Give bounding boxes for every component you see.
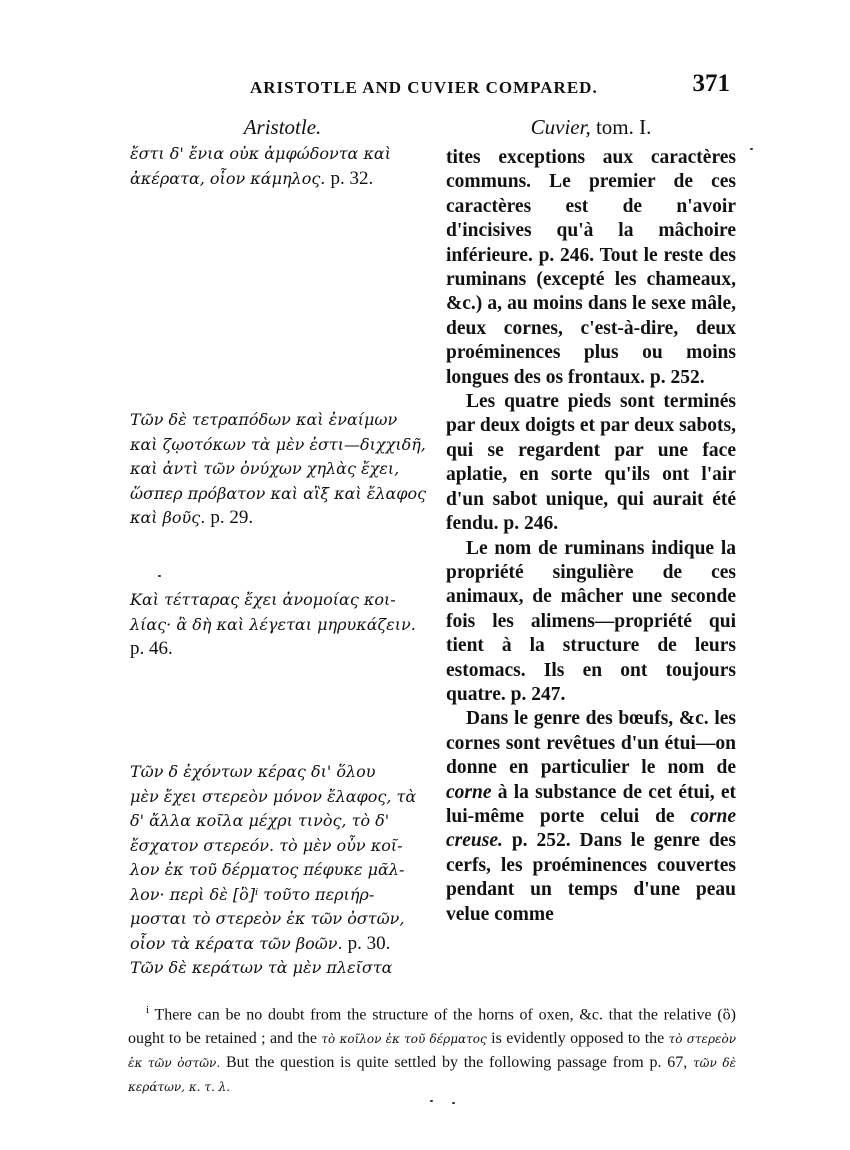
greek-line: p. 46.: [130, 638, 173, 659]
greek-line: καὶ βοῦς. p. 29.: [130, 507, 254, 528]
page-reference: p. 30.: [347, 932, 391, 954]
greek-line: Τῶν δὲ τετραπόδων καὶ ἐναίμων: [130, 410, 398, 429]
french-paragraph: tites exceptions aux caractères communs. Le premier de ces caractères est de n'avoir d'incisives qu'à la mâchoire inférieure. p. 246. Tout le reste des ruminans (excepté les chameaux, &c.) a, au moins dans le sexe mâle, deux cornes, c'est-à-dire, deux proéminences plus ou moins longues des os frontaux. p. 252.: [446, 147, 736, 388]
ink-speck: [430, 1100, 433, 1102]
greek-passage-4: [130, 760, 430, 981]
greek-passage-3: [130, 588, 430, 662]
greek-line: Τῶν δὲ κεράτων τὰ μὲν πλεῖστα: [130, 958, 393, 977]
greek-line: οἷον τὰ κέρατα τῶν βοῶν. p. 30.: [130, 932, 391, 954]
footnote: $^i$ There can be no doubt from the structure of the horns of oxen, &c. that the relative (ὃ) ought to be retained ; and the τὸ κοῖλον ἐκ τοῦ δέρματος is evidently opposed to the τὸ στερεὸν ἐκ τῶν ὀστῶν. But the question is quite settled by the following passage from p. 67, τῶν δὲ κεράτων, κ. τ. λ.: [128, 1004, 737, 1095]
greek-line: μὲν ἔχει στερεὸν μόνον ἔλαφος, τὰ: [130, 786, 417, 806]
page-header: [130, 66, 730, 106]
greek-line: ὥσπερ πρόβατον καὶ αἲξ καὶ ἔλαφος: [130, 483, 427, 503]
page-number: 371: [692, 70, 730, 97]
greek-line: Καὶ τέτταρας ἔχει ἀνομοίας κοι-: [130, 590, 396, 609]
ink-speck: [452, 1102, 455, 1104]
greek-line: καὶ ἀντὶ τῶν ὀνύχων χηλὰς ἔχει,: [130, 459, 400, 478]
greek-line: ἀκέρατα, οἷον κάμηλος. p. 32.: [130, 167, 374, 189]
greek-line: δ' ἄλλα κοῖλα μέχρι τινὸς, τὸ δ': [130, 811, 390, 830]
greek-passage-2: [130, 408, 430, 531]
greek-line: ἔσχατον στερεόν. τὸ μὲν οὖν κοῖ-: [130, 835, 403, 855]
greek-line: μοσται τὸ στερεὸν ἐκ τῶν ὀστῶν,: [130, 909, 405, 928]
french-paragraph: Le nom de ruminans indique la propriété singulière de ces animaux, de mâcher une seconde fois les alimens—propriété qui tient à la structure de leurs estomacs. Ils en ont toujours quatre. p. 247.: [446, 537, 736, 705]
ink-speck: [750, 148, 753, 150]
greek-line: καὶ ζῳοτόκων τὰ μὲν ἐστι—διχχιδῆ,: [130, 434, 426, 454]
ink-speck: [158, 575, 161, 577]
greek-passage-1: [130, 142, 430, 191]
greek-line: λον ἐκ τοῦ δέρματος πέφυκε μᾶλ-: [130, 860, 405, 879]
greek-line: λίας· ἃ δὴ καὶ λέγεται μηρυκάζειν.: [130, 614, 416, 634]
cuvier-column: [446, 112, 736, 927]
cuvier-heading: Cuvier, tom. I.: [530, 115, 652, 139]
footnote-marker: i: [146, 1004, 150, 1016]
aristotle-column: [130, 112, 435, 977]
running-title: ARISTOTLE AND CUVIER COMPARED.: [250, 78, 598, 97]
french-paragraph: Dans le genre des bœufs, &c. les cornes sont revêtues d'un étui—on donne en particulier le nom de corne à la substance de cet étui, et lui-même porte celui de corne creuse. p. 252. Dans le genre des cerfs, les proéminences couvertes pendant un temps d'une peau velue comme: [446, 708, 736, 925]
aristotle-heading: Aristotle.: [243, 115, 322, 139]
french-text: [446, 146, 736, 927]
french-paragraph: Les quatre pieds sont terminés par deux doigts et par deux sabots, qui se regardent par une face aplatie, en sorte qu'ils ont l'air d'un sabot unique, qui aurait été fendu. p. 246.: [446, 391, 736, 535]
greek-line: Τῶν δ ἐχόντων κέρας δι' ὅλου: [130, 762, 376, 781]
greek-line: λον· περὶ δὲ [ὃ]ⁱ τοῦτο περιήρ-: [130, 884, 375, 904]
greek-line: ἔστι δ' ἔνια οὐκ ἀμφώδοντα καὶ: [130, 144, 392, 163]
page-reference: p. 29.: [210, 507, 254, 528]
page-reference: p. 32.: [330, 167, 374, 189]
